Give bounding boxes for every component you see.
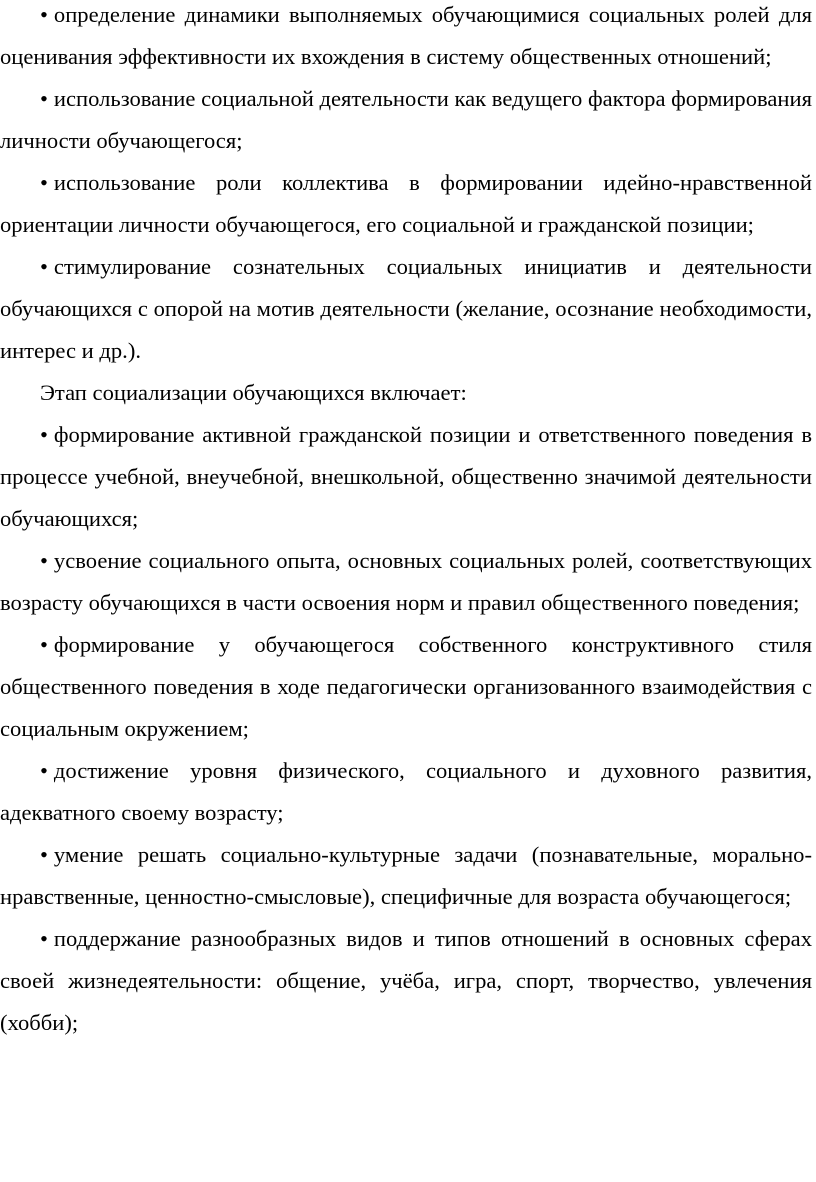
paragraph-text: формирование активной гражданской позиции и ответственного поведения в процессе учебной, внеучебной, внешкольной, общественно значимой деятельности обучающихся;: [0, 422, 812, 531]
bullet-marker: •: [40, 926, 48, 951]
list-item-sociocultural-tasks: [0, 834, 812, 918]
bullet-marker: •: [40, 422, 48, 447]
list-item-social-roles-dynamics: [0, 0, 812, 78]
bullet-marker: •: [40, 254, 48, 279]
bullet-marker: •: [40, 842, 48, 867]
list-item-development-level: [0, 750, 812, 834]
bullet-marker: •: [40, 632, 48, 657]
paragraph-text: поддержание разнообразных видов и типов отношений в основных сферах своей жизнедеятельности: общение, учёба, игра, спорт, творчество, увлечения (хобби);: [0, 926, 812, 1035]
paragraph-text: усвоение социального опыта, основных социальных ролей, соответствующих возрасту обучающихся в части освоения норм и правил общественного поведения;: [0, 548, 812, 615]
bullet-marker: •: [40, 2, 48, 27]
paragraph-text: стимулирование сознательных социальных инициатив и деятельности обучающихся с опорой на мотив деятельности (желание, осознание необходимости, интерес и др.).: [0, 254, 812, 363]
list-item-social-activity: [0, 78, 812, 162]
paragraph-text: достижение уровня физического, социального и духовного развития, адекватного своему возрасту;: [0, 758, 812, 825]
list-item-social-initiatives: [0, 246, 812, 372]
section-intro-paragraph: [0, 372, 812, 414]
paragraph-text: использование социальной деятельности как ведущего фактора формирования личности обучающегося;: [0, 86, 812, 153]
list-item-collective-role: [0, 162, 812, 246]
list-item-civic-position: [0, 414, 812, 540]
bullet-marker: •: [40, 170, 48, 195]
paragraph-text: использование роли коллектива в формировании идейно-нравственной ориентации личности обучающегося, его социальной и гражданской позиции;: [0, 170, 812, 237]
paragraph-text: умение решать социально-культурные задачи (познавательные, морально-нравственные, ценностно-смысловые), специфичные для возраста обучающегося;: [0, 842, 812, 909]
bullet-marker: •: [40, 758, 48, 783]
paragraph-text: определение динамики выполняемых обучающимися социальных ролей для оценивания эффективности их вхождения в систему общественных отношений;: [0, 2, 812, 69]
list-item-social-experience: [0, 540, 812, 624]
bullet-marker: •: [40, 86, 48, 111]
paragraph-text: формирование у обучающегося собственного конструктивного стиля общественного поведения в ходе педагогически организованного взаимодействия с социальным окружением;: [0, 632, 812, 741]
paragraph-text: Этап социализации обучающихся включает:: [40, 380, 467, 405]
bullet-marker: •: [40, 548, 48, 573]
list-item-relationships: [0, 918, 812, 1044]
list-item-behavior-style: [0, 624, 812, 750]
